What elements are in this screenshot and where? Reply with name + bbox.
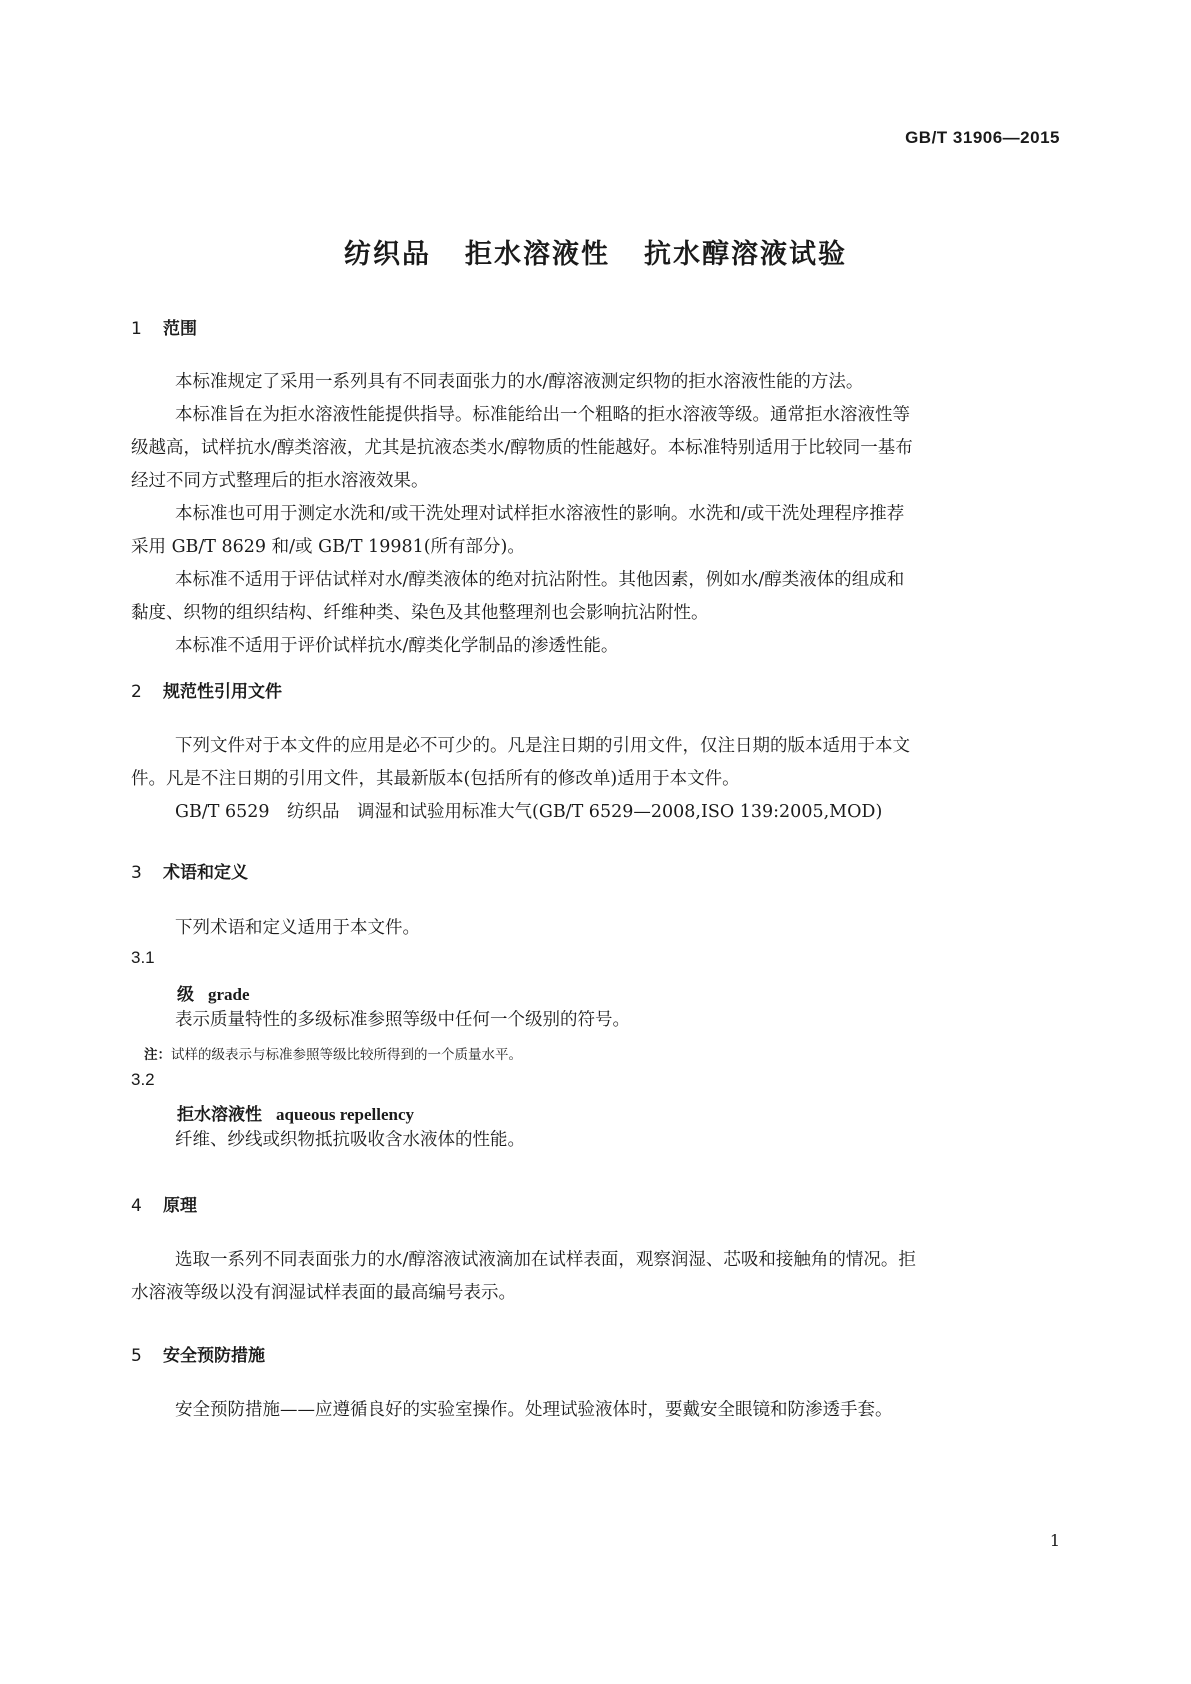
standard-code: GB/T 31906—2015 — [905, 128, 1060, 147]
section-3-heading — [131, 858, 248, 883]
paragraph-line: 本标准规定了采用一系列具有不同表面张力的水/醇溶液测定织物的拒水溶液性能的方法。 — [175, 372, 864, 392]
term-english: aqueous repellency — [276, 1105, 415, 1124]
section-3-intro — [131, 912, 1061, 945]
section-4-body — [131, 1244, 1061, 1310]
definition-text: 表示质量特性的多级标准参照等级中任何一个级别的符号。 — [175, 1010, 630, 1030]
section-number: 5 — [131, 1346, 142, 1366]
term-definition — [131, 1124, 1061, 1157]
section-title: 术语和定义 — [163, 863, 248, 883]
term-number: 3.1 — [131, 948, 155, 967]
paragraph-line: 下列文件对于本文件的应用是必不可少的。凡是注日期的引用文件，仅注日期的版本适用于本文 — [175, 736, 910, 756]
section-1-body — [131, 366, 1061, 663]
paragraph-line: 黏度、织物的组织结构、纤维种类、染色及其他整理剂也会影响抗沾附性。 — [131, 603, 709, 623]
definition-text: 纤维、纱线或织物抵抗吸收含水液体的性能。 — [175, 1130, 525, 1150]
section-number: 3 — [131, 863, 142, 883]
paragraph-line: 经过不同方式整理后的拒水溶液效果。 — [131, 471, 429, 491]
section-title: 范围 — [163, 319, 197, 339]
document-title — [0, 232, 1191, 271]
term-note — [144, 1043, 522, 1063]
section-number: 4 — [131, 1196, 142, 1216]
page-number: 1 — [1049, 1531, 1060, 1550]
normative-reference: GB/T 6529 纺织品 调湿和试验用标准大气(GB/T 6529—2008,ISO 139:2005,MOD) — [175, 802, 883, 822]
term-chinese: 级 — [177, 985, 194, 1005]
note-label: 注： — [144, 1047, 171, 1063]
section-title: 安全预防措施 — [163, 1346, 265, 1366]
section-5-heading — [131, 1341, 265, 1366]
paragraph-line: 级越高，试样抗水/醇类溶液，尤其是抗液态类水/醇物质的性能越好。本标准特别适用于比较同一基布 — [131, 438, 913, 458]
term-definition — [131, 1004, 1061, 1037]
title-part-1: 纺织品 — [344, 239, 431, 270]
section-5-body — [131, 1394, 1061, 1427]
section-4-heading — [131, 1191, 197, 1216]
section-number: 1 — [131, 319, 142, 339]
term-entry — [177, 1100, 414, 1125]
title-part-2: 拒水溶液性 — [465, 239, 610, 270]
term-english: grade — [208, 985, 250, 1004]
term-entry — [177, 980, 250, 1005]
paragraph-line: 水溶液等级以没有润湿试样表面的最高编号表示。 — [131, 1283, 516, 1303]
paragraph-line: 件。凡是不注日期的引用文件，其最新版本(包括所有的修改单)适用于本文件。 — [131, 769, 740, 789]
section-1-heading — [131, 314, 197, 339]
paragraph-line: 本标准也可用于测定水洗和/或干洗处理对试样拒水溶液性的影响。水洗和/或干洗处理程序推荐 — [175, 504, 905, 524]
paragraph-line: 采用 GB/T 8629 和/或 GB/T 19981(所有部分)。 — [131, 537, 525, 557]
term-chinese: 拒水溶液性 — [177, 1105, 262, 1125]
paragraph-line: 选取一系列不同表面张力的水/醇溶液试液滴加在试样表面，观察润湿、芯吸和接触角的情况。拒 — [175, 1250, 916, 1270]
section-title: 原理 — [163, 1196, 197, 1216]
title-part-3: 抗水醇溶液试验 — [644, 239, 847, 270]
term-number: 3.2 — [131, 1070, 155, 1089]
paragraph-line: 本标准旨在为拒水溶液性能提供指导。标准能给出一个粗略的拒水溶液等级。通常拒水溶液性等 — [175, 405, 910, 425]
paragraph-line: 安全预防措施——应遵循良好的实验室操作。处理试验液体时，要戴安全眼镜和防渗透手套。 — [175, 1400, 893, 1420]
paragraph-line: 本标准不适用于评价试样抗水/醇类化学制品的渗透性能。 — [175, 636, 619, 656]
section-title: 规范性引用文件 — [163, 682, 282, 702]
paragraph-line: 本标准不适用于评估试样对水/醇类液体的绝对抗沾附性。其他因素，例如水/醇类液体的组成和 — [175, 570, 905, 590]
section-2-heading — [131, 677, 282, 702]
section-number: 2 — [131, 682, 142, 702]
paragraph-line: 下列术语和定义适用于本文件。 — [175, 918, 420, 938]
section-2-body — [131, 730, 1061, 829]
note-text: 试样的级表示与标准参照等级比较所得到的一个质量水平。 — [171, 1047, 522, 1063]
